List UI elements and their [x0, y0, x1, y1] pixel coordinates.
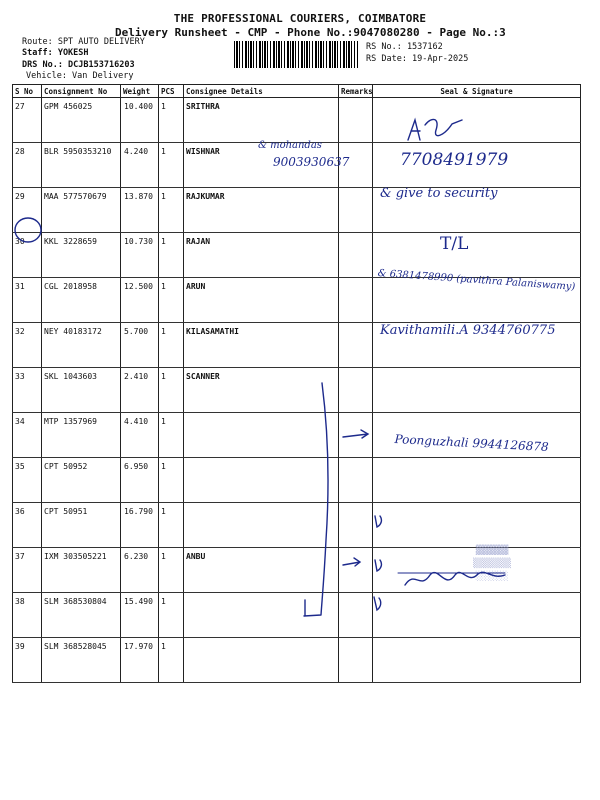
sno-cell: 27: [13, 98, 42, 143]
weight-cell: 2.410: [121, 368, 159, 413]
bracket-line: [304, 383, 328, 616]
consignment-cell: SLM 368528045: [42, 638, 121, 683]
circle-mark: [15, 218, 41, 242]
handwritten-note: T/L: [440, 234, 469, 254]
sno-cell: 33: [13, 368, 42, 413]
col-signature: Seal & Signature: [373, 85, 581, 98]
weight-cell: 12.500: [121, 278, 159, 323]
pcs-cell: 1: [159, 413, 184, 458]
consignee-cell: ARUN: [184, 278, 339, 323]
consignment-cell: CGL 2018958: [42, 278, 121, 323]
rs-date: RS Date: 19-Apr-2025: [366, 54, 469, 64]
handwritten-phone: Kavithamili.A 9344760775: [380, 323, 556, 338]
weight-cell: 10.400: [121, 98, 159, 143]
hook-37: [375, 516, 381, 527]
signature-scribble-38: [405, 572, 505, 585]
consignment-cell: BLR 5950353210: [42, 143, 121, 188]
weight-cell: 4.410: [121, 413, 159, 458]
weight-cell: 6.950: [121, 458, 159, 503]
pcs-cell: 1: [159, 323, 184, 368]
handwritten-phone: & 6381478990 (pavithra Palaniswamy): [377, 268, 576, 293]
pcs-cell: 1: [159, 143, 184, 188]
consignee-cell: RAJAN: [184, 233, 339, 278]
weight-cell: 17.970: [121, 638, 159, 683]
stamp-mark: ▓▓▓▓▓▓ ▒▒▒▒▒▒▒ ░░░░░░: [473, 546, 511, 582]
consignee-cell: SRITHRA: [184, 98, 339, 143]
consignment-cell: IXM 303505221: [42, 548, 121, 593]
sno-cell: 28: [13, 143, 42, 188]
handwritten-phone: 9003930637: [273, 155, 350, 169]
sno-cell: 35: [13, 458, 42, 503]
rs-number: RS No.: 1537162: [366, 42, 443, 52]
pcs-cell: 1: [159, 548, 184, 593]
weight-cell: 16.790: [121, 503, 159, 548]
weight-cell: 4.240: [121, 143, 159, 188]
sno-cell: 36: [13, 503, 42, 548]
handwritten-note: & give to security: [380, 186, 498, 201]
col-weight: Weight: [121, 85, 159, 98]
pcs-cell: 1: [159, 593, 184, 638]
route-label: Route: SPT AUTO DELIVERY: [22, 37, 145, 47]
consignee-cell: ANBU: [184, 548, 339, 593]
pcs-cell: 1: [159, 188, 184, 233]
handwritten-phone: 7708491979: [400, 150, 509, 170]
consignment-cell: CPT 50951: [42, 503, 121, 548]
sno-cell: 39: [13, 638, 42, 683]
consignee-cell: KILASAMATHI: [184, 323, 339, 368]
consignee-cell: SCANNER: [184, 368, 339, 413]
arrow-38: [343, 558, 360, 566]
col-consignment: Consignment No: [42, 85, 121, 98]
sno-cell: 31: [13, 278, 42, 323]
drs-number: DRS No.: DCJB153716203: [22, 60, 135, 70]
signature-scribble-27: [408, 119, 462, 140]
weight-cell: 15.490: [121, 593, 159, 638]
handwritten-phone: Poonguzhali 9944126878: [394, 432, 550, 455]
col-sno: S No: [13, 85, 42, 98]
hook-39: [374, 597, 381, 610]
arrow-35: [343, 430, 368, 438]
pcs-cell: 1: [159, 368, 184, 413]
weight-cell: 13.870: [121, 188, 159, 233]
weight-cell: 5.700: [121, 323, 159, 368]
pcs-cell: 1: [159, 233, 184, 278]
weight-cell: 6.230: [121, 548, 159, 593]
col-pcs: PCS: [159, 85, 184, 98]
col-remarks: Remarks: [339, 85, 373, 98]
vehicle-label: Vehicle: Van Delivery: [26, 71, 134, 81]
staff-label: Staff: YOKESH: [22, 48, 89, 58]
runsheet-subtitle: Delivery Runsheet - CMP - Phone No.:9047080280 - Page No.:3: [115, 26, 506, 39]
consignment-cell: KKL 3228659: [42, 233, 121, 278]
company-title: THE PROFESSIONAL COURIERS, COIMBATORE: [173, 12, 427, 25]
pcs-cell: 1: [159, 638, 184, 683]
consignee-cell: RAJKUMAR: [184, 188, 339, 233]
consignment-cell: SLM 368530804: [42, 593, 121, 638]
pcs-cell: 1: [159, 458, 184, 503]
consignment-cell: MTP 1357969: [42, 413, 121, 458]
sno-cell: 37: [13, 548, 42, 593]
consignment-cell: NEY 40183172: [42, 323, 121, 368]
consignee-cell: WISHNAR: [184, 143, 339, 188]
sno-cell: 30: [13, 233, 42, 278]
pcs-cell: 1: [159, 98, 184, 143]
consignment-cell: SKL 1043603: [42, 368, 121, 413]
consignment-cell: MAA 577570679: [42, 188, 121, 233]
consignment-cell: CPT 50952: [42, 458, 121, 503]
sno-cell: 29: [13, 188, 42, 233]
consignment-cell: GPM 456025: [42, 98, 121, 143]
sno-cell: 32: [13, 323, 42, 368]
handwritten-note: & mohandas: [258, 140, 322, 151]
weight-cell: 10.730: [121, 233, 159, 278]
sno-cell: 38: [13, 593, 42, 638]
pcs-cell: 1: [159, 503, 184, 548]
hook-38: [375, 560, 381, 571]
col-consignee: Consignee Details: [184, 85, 339, 98]
sno-cell: 34: [13, 413, 42, 458]
pcs-cell: 1: [159, 278, 184, 323]
